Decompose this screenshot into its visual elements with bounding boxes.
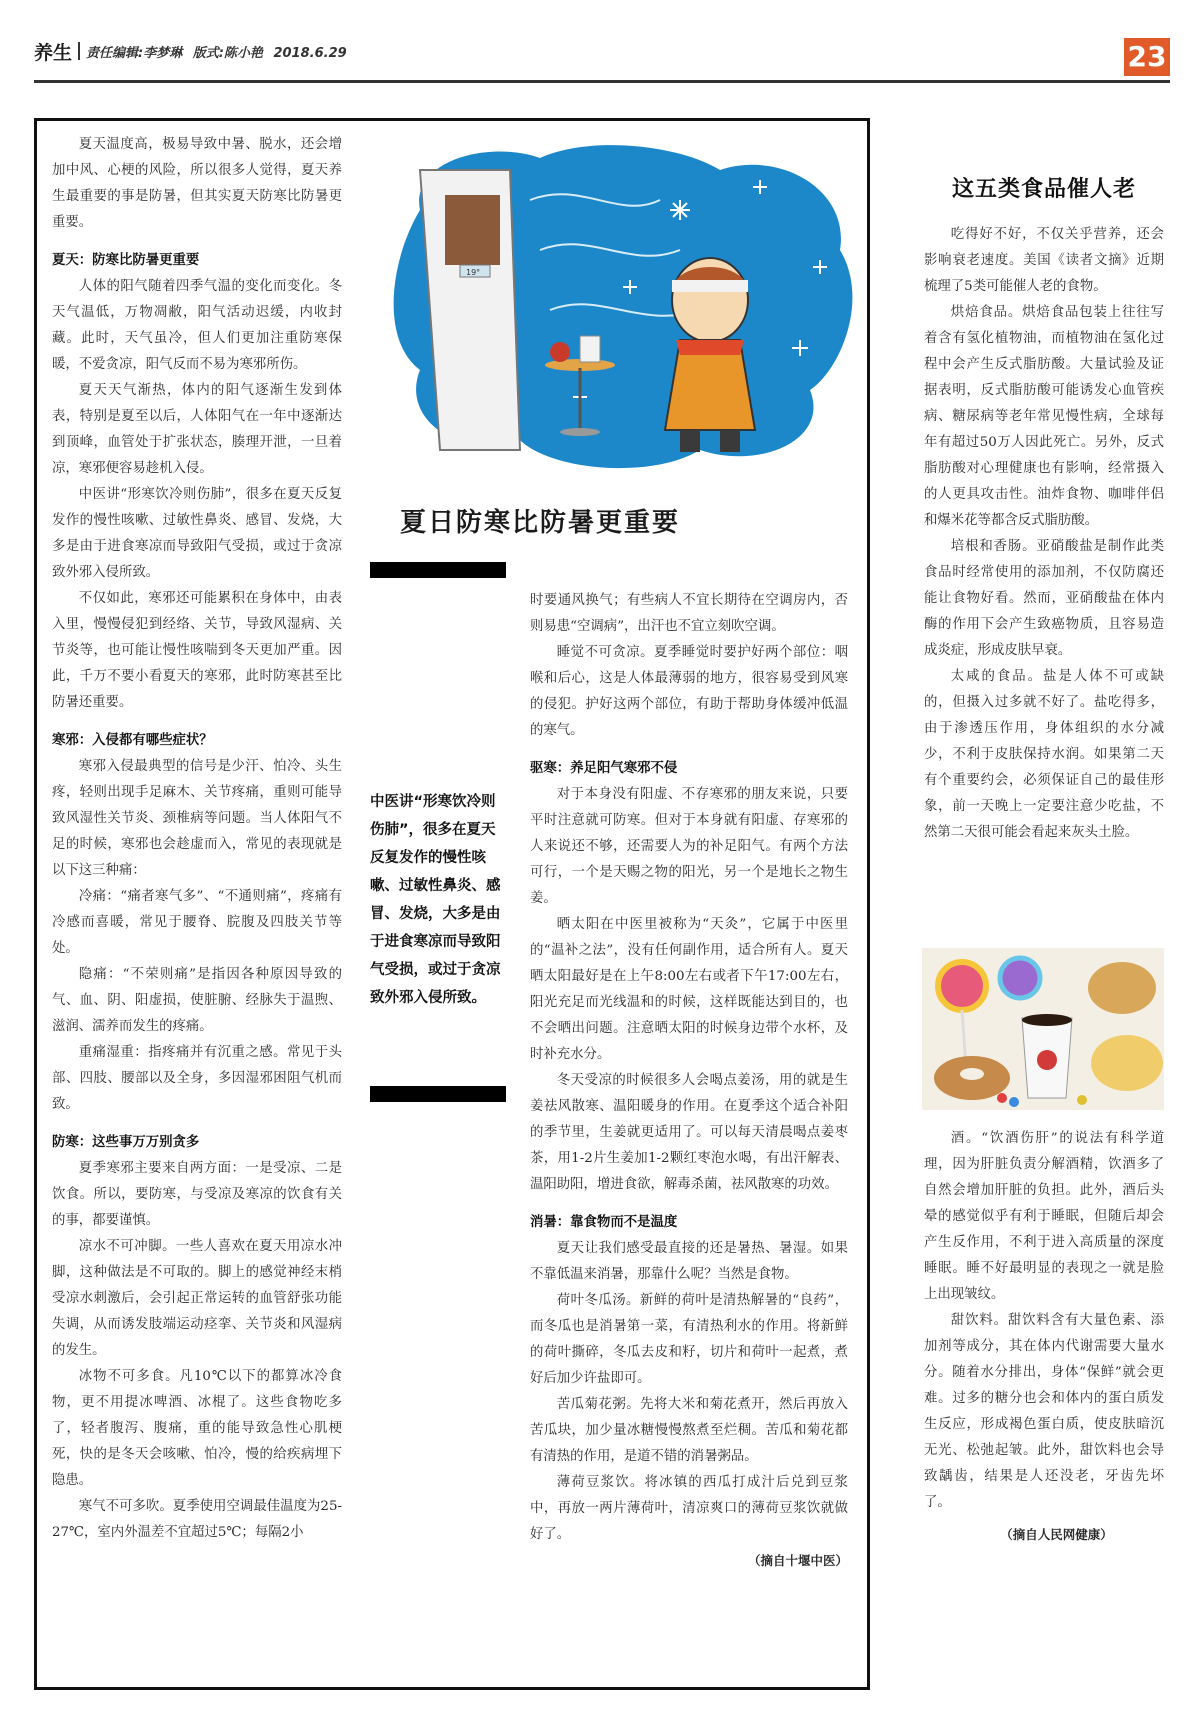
side-article-column-bottom (924, 1126, 1164, 1686)
paragraph: 苦瓜菊花粥。先将大米和菊花煮开，然后再放入苦瓜块，加少量冰糖慢慢熬煮至烂稠。苦瓜和菊花都有清热的作用，是道不错的消暑粥品。 (530, 1397, 848, 1464)
paragraph: 薄荷豆浆饮。将冰镇的西瓜打成汁后兑到豆浆中，再放一两片薄荷叶，清凉爽口的薄荷豆浆饮就做好了。 (530, 1475, 848, 1542)
pull-quote-bar-top (370, 562, 506, 578)
paragraph: 冰物不可多食。凡10℃以下的都算冰冷食物，更不用提冰啤酒、冰棍了。这些食物吃多了，轻者腹泻、腹痛，重的能导致急性心肌梗死，快的是冬天会咳嗽、怕冷，慢的给疾病埋下隐患。 (52, 1369, 342, 1488)
pull-quote: 中医讲“形寒饮冷则伤肺”，很多在夏天反复发作的慢性咳嗽、过敏性鼻炎、感冒、发烧，大多是由于进食寒凉而导致阳气受损，或过于贪凉致外邪入侵所致。 (370, 794, 501, 1006)
paragraph: 寒气不可多吹。夏季使用空调最佳温度为25-27℃，室内外温差不宜超过5℃；每隔2小 (52, 1499, 342, 1540)
paragraph: 吃得好不好，不仅关乎营养，还会影响衰老速度。美国《读者文摘》近期梳理了5类可能催人老的食物。 (924, 227, 1164, 294)
paragraph: 夏季寒邪主要来自两方面：一是受凉、二是饮食。所以，要防寒，与受凉及寒凉的饮食有关的事，都要谨慎。 (52, 1161, 342, 1228)
paragraph: 晒太阳在中医里被称为“天灸”，它属于中医里的“温补之法”，没有任何副作用，适合所有人。夏天晒太阳最好是在上午8:00左右或者下午17:00左右，阳光充足而光线温和的时候，这样既能达到目的，也不会晒出问题。注意晒太阳的时候身边带个水杯，及时补充水分。 (530, 917, 848, 1062)
source-credit: （摘自人民网健康） (1000, 1527, 1113, 1542)
cookie-icon (1088, 962, 1156, 1014)
paragraph: 夏天让我们感受最直接的还是暑热、暑湿。如果不靠低温来消暑，那靠什么呢？当然是食物。 (530, 1241, 848, 1282)
article-illustration (380, 140, 855, 485)
paragraph: 冷痛：“痛者寒气多”、“不通则痛”，疼痛有冷感而喜暖，常见于腰脊、脘腹及四肢关节等处。 (52, 889, 342, 956)
header-meta (86, 42, 353, 61)
paragraph: 隐痛：“不荣则痛”是指因各种原因导致的气、血、阴、阳虚损，使脏腑、经脉失于温煦、滋润、濡养而发生的疼痛。 (52, 967, 342, 1034)
pull-quote-bar-bottom (370, 1086, 506, 1102)
side-article-column-top (924, 222, 1164, 934)
issue-date: 2018.6.29 (273, 46, 347, 61)
paragraph: 睡觉不可贪凉。夏季睡觉时要护好两个部位：咽喉和后心，这是人体最薄弱的地方，很容易受到风寒的侵犯。护好这两个部位，有助于帮助身体缓冲低温的寒气。 (530, 645, 848, 738)
paragraph: 酒。“饮酒伤肝”的说法有科学道理，因为肝脏负责分解酒精，饮酒多了自然会增加肝脏的负担。此外，酒后头晕的感觉似乎有利于睡眠，但随后却会产生反作用，不利于进入高质量的深度睡眠。睡不好最明显的表现之一就是脸上出现皱纹。 (924, 1131, 1164, 1302)
ac-temperature-display: 19° (466, 268, 481, 277)
paragraph: 甜饮料。甜饮料含有大量色素、添加剂等成分，其在体内代谢需要大量水分。随着水分排出，身体“保鲜”就会更难。过多的糖分也会和体内的蛋白质发生反应，形成褐色蛋白质，使皮肤暗沉无光、松弛起皱。此外，甜饮料也会导致龋齿，结果是人还没老，牙齿先坏了。 (924, 1313, 1164, 1510)
main-article-column-1 (52, 132, 342, 1677)
teapot-icon (580, 336, 600, 362)
subheading: 防寒：这些事万万别贪多 (52, 1135, 200, 1150)
layout-credit: 版式:陈小艳 (192, 46, 263, 61)
page-header (34, 38, 1170, 78)
paragraph: 太咸的食品。盐是人体不可或缺的，但摄入过多就不好了。盐吃得多，由于渗透压作用，身体组织的水分减少，不利于皮肤保持水润。如果第二天有个重要约会，必须保证自己的最佳形象，前一天晚上一定要注意少吃盐，不然第二天很可能会看起来灰头土脸。 (924, 669, 1164, 840)
paragraph: 寒邪入侵最典型的信号是少汗、怕冷、头生疼，轻则出现手足麻木、关节疼痛，重则可能导致风湿性关节炎、颈椎病等问题。当人体阳气不足的时候，寒邪也会趁虚而入，常见的表现就是以下这三种痛： (52, 759, 342, 878)
header-rule (34, 80, 1170, 83)
telephone-icon (550, 342, 570, 362)
page-number-badge: 23 (1124, 38, 1170, 76)
cold-person (665, 258, 755, 452)
header-separator (78, 42, 80, 60)
paragraph: 荷叶冬瓜汤。新鲜的荷叶是清热解暑的“良药”，而冬瓜也是消暑第一菜，有清热利水的作用。将新鲜的荷叶撕碎，冬瓜去皮和籽，切片和荷叶一起煮，煮好后加少许盐即可。 (530, 1293, 848, 1386)
subheading: 寒邪：入侵都有哪些症状？ (52, 733, 213, 748)
paragraph: 冬天受凉的时候很多人会喝点姜汤，用的就是生姜祛风散寒、温阳暖身的作用。在夏季这个适合补阳的季节里，生姜就更适用了。可以每天清晨喝点姜枣茶，用1-2片生姜加1-2颗红枣泡水喝，有出汗解表、温阳助阳，增进食欲，解毒杀菌，祛风散寒的功效。 (530, 1073, 848, 1192)
paragraph: 夏天天气渐热，体内的阳气逐渐生发到体表，特别是夏至以后，人体阳气在一年中逐渐达到顶峰，血管处于扩张状态，腠理开泄，一旦着凉，寒邪便容易趁机入侵。 (52, 383, 342, 476)
main-article-column-2 (530, 588, 848, 1673)
side-article-title: 这五类食品催人老 (951, 176, 1136, 202)
paragraph: 夏天温度高，极易导致中暑、脱水，还会增加中风、心梗的风险，所以很多人觉得，夏天养生最重要的事是防暑，但其实夏天防寒比防暑更重要。 (52, 137, 342, 230)
subheading: 消暑：靠食物而不是温度 (530, 1215, 678, 1230)
subheading: 驱寒：养足阳气寒邪不侵 (530, 761, 678, 776)
section-name: 养生 (34, 42, 73, 64)
paragraph: 不仅如此，寒邪还可能累积在身体中，由表入里，慢慢侵犯到经络、关节，导致风湿病、关节炎等，也可能让慢性咳喘到冬天更加严重。因此，千万不要小看夏天的寒邪，此时防寒甚至比防暑还重要。 (52, 591, 342, 710)
paragraph: 凉水不可冲脚。一些人喜欢在夏天用凉水冲脚，这种做法是不可取的。脚上的感觉神经末梢受凉水刺激后，会引起正常运转的血管舒张功能失调，从而诱发肢端运动痉挛、关节炎和风湿病的发生。 (52, 1239, 342, 1358)
food-photo (922, 948, 1164, 1110)
editor-credit: 责任编辑:李梦琳 (86, 46, 183, 61)
paragraph: 时要通风换气；有些病人不宜长期待在空调房内，否则易患“空调病”，出汗也不宜立刻吹空调。 (530, 593, 848, 634)
source-credit: （摘自十堰中医） (747, 1553, 848, 1568)
subheading: 夏天：防寒比防暑更重要 (52, 253, 200, 268)
paragraph: 培根和香肠。亚硝酸盐是制作此类食品时经常使用的添加剂，不仅防腐还能让食物好看。然而，亚硝酸盐在体内酶的作用下会产生致癌物质，且容易造成炎症，形成皮肤早衰。 (924, 539, 1164, 658)
main-article-title: 夏日防寒比防暑更重要 (400, 508, 681, 538)
paragraph: 重痛湿重：指疼痛并有沉重之感。常见于头部、四肢、腰部以及全身，多因湿邪困阻气机而致。 (52, 1045, 342, 1112)
paragraph: 中医讲“形寒饮冷则伤肺”，很多在夏天反复发作的慢性咳嗽、过敏性鼻炎、感冒、发烧，大多是由于进食寒凉而导致阳气受损，或过于贪凉致外邪入侵所致。 (52, 487, 342, 580)
chips-icon (1091, 1035, 1163, 1091)
lollipop-icon (1000, 958, 1040, 998)
paragraph: 人体的阳气随着四季气温的变化而变化。冬天气温低，万物凋敝，阳气活动迟缓，内收封藏。此时，天气虽冷，但人们更加注重防寒保暖，不爱贪凉，阳气反而不易为寒邪所伤。 (52, 279, 342, 372)
paragraph: 烘焙食品。烘焙食品包装上往往写着含有氢化植物油，而植物油在氢化过程中会产生反式脂肪酸。大量试验及证据表明，反式脂肪酸可能诱发心血管疾病、糖尿病等老年常见慢性病，全球每年有超过50万人因此死亡。另外，反式脂肪酸对心理健康也有影响，经常摄入的人更具攻击性。油炸食物、咖啡伴侣和爆米花等都含反式脂肪酸。 (924, 305, 1164, 528)
lollipop-icon (938, 962, 986, 1010)
paragraph: 对于本身没有阳虚、不存寒邪的朋友来说，只要平时注意就可防寒。但对于本身就有阳虚、存寒邪的人来说还不够，还需要人为的补足阳气。有两个方法可行，一个是天赐之物的阳光，另一个是地长之物生姜。 (530, 787, 848, 906)
